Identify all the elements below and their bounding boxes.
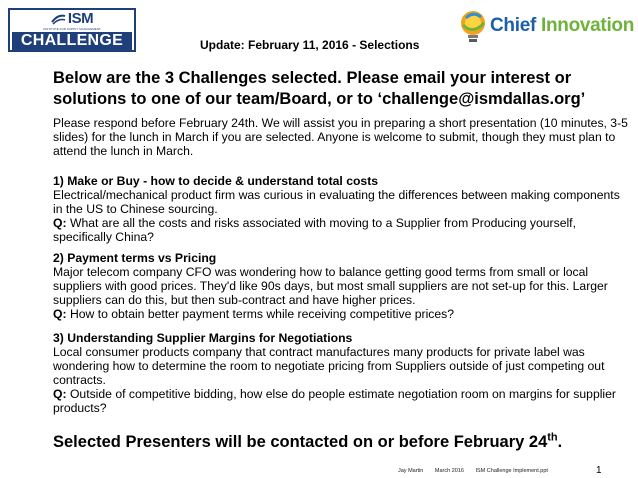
closing-superscript: th	[547, 431, 558, 444]
chief-innovation-logo	[457, 8, 635, 44]
challenge-description: Major telecom company CFO was wondering how to balance getting good terms from small or local suppliers with good prices. They'd like 90s days, but most small suppliers are not set-up for this. Larger suppliers can do this, but then sub-contract and have higher prices.	[53, 265, 608, 307]
footer-author: Jay Martin	[398, 468, 424, 474]
challenge-question	[53, 387, 628, 415]
ism-challenge-logo	[8, 8, 136, 52]
challenge-title: 1) Make or Buy - how to decide & understand total costs	[53, 174, 379, 188]
lightbulb-icon	[457, 8, 491, 44]
question-label: Q:	[53, 216, 67, 230]
ism-brand-text: ISM	[67, 10, 94, 27]
question-label: Q:	[53, 307, 67, 321]
closing-text: Selected Presenters will be contacted on or before February 24	[53, 433, 548, 451]
challenge-item-2	[53, 251, 628, 321]
footer-date: March 2016	[434, 468, 464, 474]
slide-footer	[398, 468, 558, 475]
page-number: 1	[596, 465, 602, 476]
footer-filename: ISM Challenge Implement.ppt	[475, 468, 548, 474]
chief-innovation-wordmark	[490, 14, 634, 38]
question-text: What are all the costs and risks associated with moving to a Supplier from Producing yourself, specifically China?	[53, 216, 576, 244]
challenge-title: 3) Understanding Supplier Margins for Negotiations	[53, 331, 353, 345]
question-text: Outside of competitive bidding, how else do people estimate negotiation room on margins for supplier products?	[53, 387, 616, 415]
challenge-title: 2) Payment terms vs Pricing	[53, 251, 217, 265]
closing-period: .	[557, 433, 563, 451]
challenge-description: Local consumer products company that contract manufactures many products for private label was wondering how to determine the room to negotiate pricing from Suppliers outside of just competing out contracts.	[53, 345, 605, 387]
challenge-item-3	[53, 331, 628, 415]
question-label: Q:	[53, 387, 67, 401]
ism-wordmark	[10, 11, 134, 27]
challenge-item-1	[53, 174, 628, 244]
challenge-description: Electrical/mechanical product firm was curious in evaluating the differences between making components in the US to Chinese sourcing.	[53, 188, 620, 216]
update-date-line: Update: February 11, 2016 - Selections	[200, 38, 420, 52]
challenge-band: CHALLENGE	[12, 32, 132, 50]
intro-paragraph: Please respond before February 24th. We will assist you in preparing a short presentation (10 minutes, 3-5 slides) for the lunch in March if you are selected. Anyone is welcome to submit, though they must plan to attend the lunch in March.	[53, 116, 628, 158]
challenge-question	[53, 216, 628, 244]
challenge-question	[53, 307, 628, 321]
closing-statement	[53, 432, 562, 453]
headline: Below are the 3 Challenges selected. Please email your interest or solutions to one of our team/Board, or to ‘challenge@ismdallas.org’	[53, 69, 586, 108]
question-text: How to obtain better payment terms while receiving competitive prices?	[69, 307, 455, 321]
ism-tagline: INSTITUTE FOR SUPPLY MANAGEMENT	[43, 27, 101, 31]
ism-swoosh-icon	[51, 13, 66, 25]
ci-word-innovation: Innovation	[541, 15, 635, 36]
ci-word-chief: Chief	[490, 15, 537, 36]
